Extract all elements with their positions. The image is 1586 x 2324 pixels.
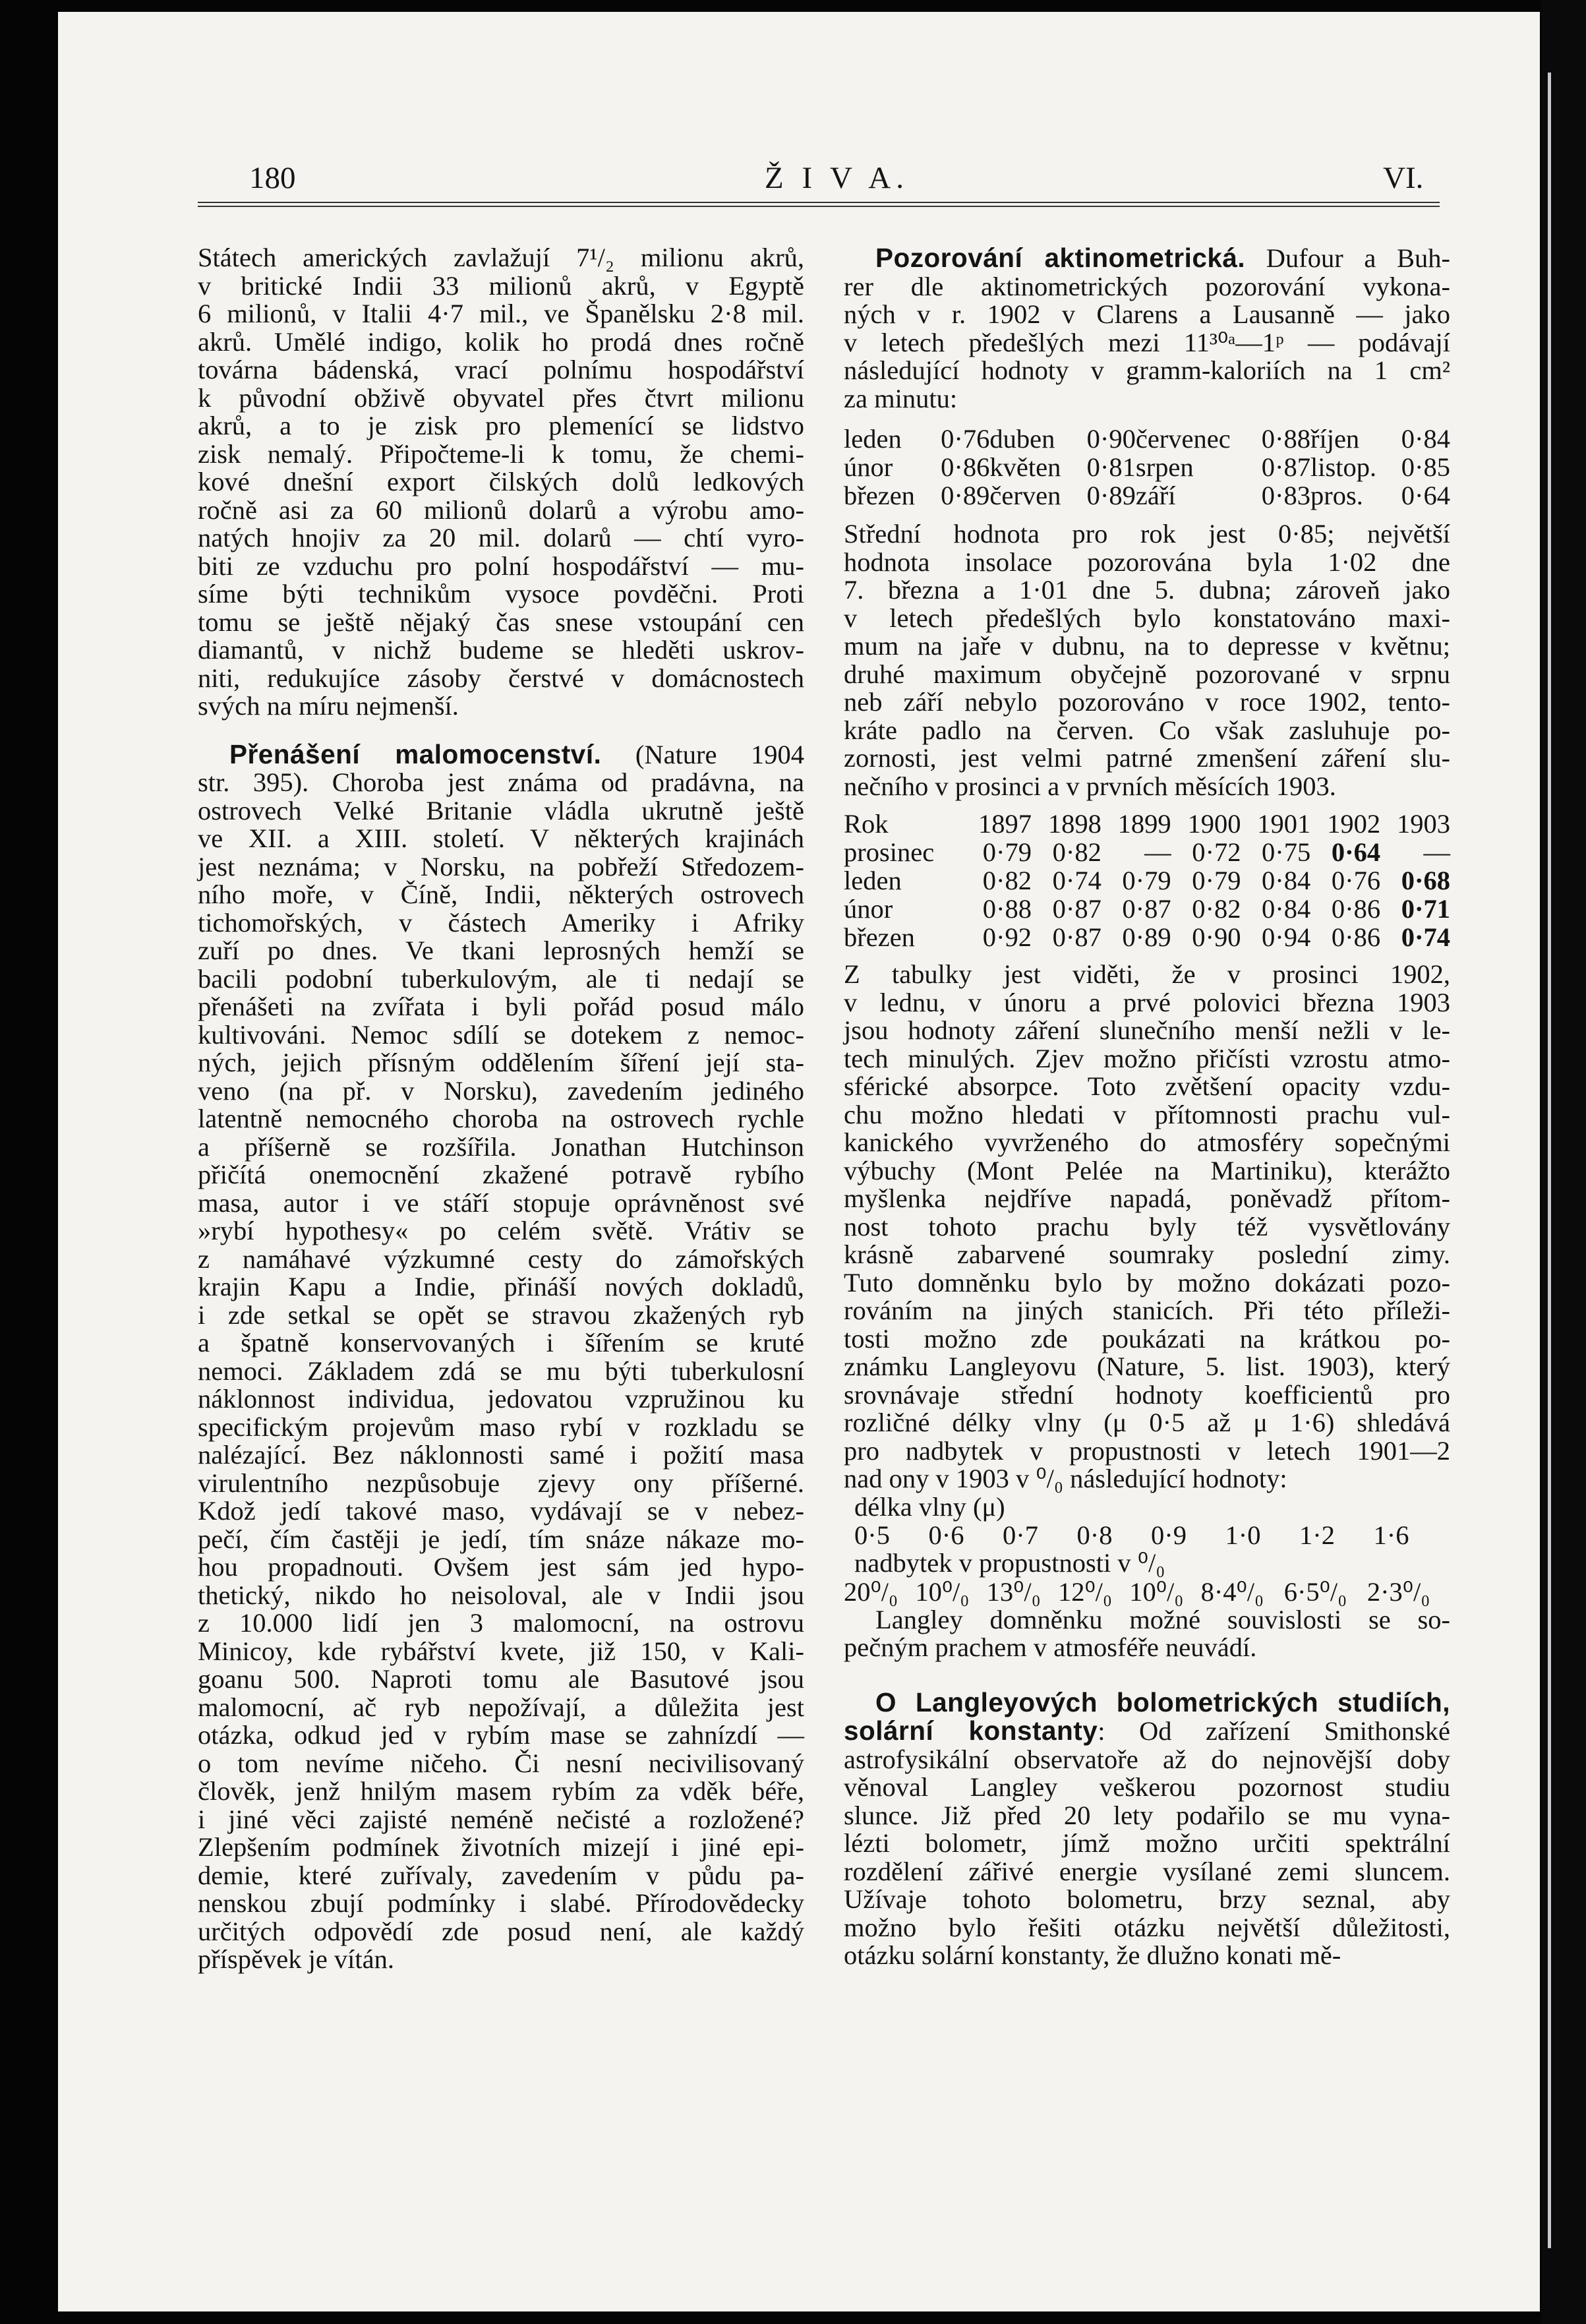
table-cell: prosinec [844, 837, 935, 867]
text-line: v lednu, v únoru a prvé polovici března 1903 [844, 987, 1450, 1017]
text-line: Z tabulky jest viděti, že v prosinci 1902, [844, 959, 1450, 989]
surplus-row [844, 1578, 1450, 1606]
paragraph [198, 244, 804, 721]
table-cell: 0·84 [1401, 424, 1450, 454]
page-number: 180 [249, 161, 296, 195]
section-first-words: (Nature 1904 [635, 739, 804, 769]
text-line: 6 milionů, v Italii 4·7 mil., ve Španělsku 2·8 mil. [198, 299, 804, 328]
right-column [844, 244, 1450, 1970]
text-line: i jiné věci zajisté neméně nečisté a rozložené? [198, 1804, 804, 1834]
table-row [844, 425, 1450, 453]
text-line: mum na jaře v dubnu, na to depresse v květnu; [844, 631, 1450, 661]
text-line: Langley domněnku možné souvislosti se so- [875, 1604, 1450, 1634]
table-cell: 0·76 [1331, 866, 1381, 895]
table-cell: 0·87 [1261, 452, 1310, 482]
table-cell: 20⁰/₀ [844, 1576, 898, 1607]
table-cell: pros. [1310, 481, 1363, 510]
text-line: malomocní, ač ryb nepožívají, a důležita jest [198, 1692, 804, 1722]
table-cell: 0·72 [1192, 837, 1241, 867]
text-line: tosti možno zde poukázati na krátkou po- [844, 1323, 1450, 1354]
text-line: srovnávaje střední hodnoty koefficientů pro [844, 1379, 1450, 1410]
table-cell: 0·86 [941, 452, 990, 482]
table-cell: srpen [1135, 452, 1194, 482]
text-line: z namáhavé výzkumné cesty do zámořských [198, 1243, 804, 1274]
table-cell: 1902 [1327, 809, 1381, 839]
text-line: hou propadnouti. Ovšem jest sám jed hypo- [198, 1552, 804, 1582]
table-cell: 0·81 [1086, 452, 1136, 482]
table-cell: září [1135, 481, 1176, 510]
text-line: Zlepšením podmínek životních mizejí i jiné epi- [198, 1832, 804, 1862]
text-line: otázka, odkud jed v rybím mase se zahnízdí — [198, 1720, 804, 1750]
table-cell: 8·4⁰/₀ [1200, 1576, 1264, 1607]
text-line: o tom nevíme ničeho. Či nesní necivilisovaný [198, 1748, 804, 1778]
table-row [844, 838, 1450, 866]
table-cell: — [1423, 837, 1450, 867]
table-cell: 1897 [978, 809, 1032, 839]
text-line: ných v r. 1902 v Clarens a Lausanně — jako [844, 299, 1450, 329]
table-cell: 1899 [1117, 809, 1171, 839]
text-line: masa, autor i ve stáří stopuje oprávněnost své [198, 1187, 804, 1218]
yearly-values-table [844, 810, 1450, 951]
table-cell: 0·74 [1401, 922, 1450, 952]
table-cell: říjen [1310, 424, 1360, 454]
table-cell: 1·6 [1373, 1520, 1409, 1550]
table-row [844, 810, 1450, 838]
spine-edge [1548, 73, 1551, 2248]
section-heading-line [844, 244, 1450, 273]
table-cell: 1903 [1397, 809, 1450, 839]
text-line: rováním na jiných stanicích. Při této příleži- [844, 1296, 1450, 1325]
table-cell: 0·8 [1076, 1520, 1113, 1550]
table-cell: 0·84 [1262, 894, 1311, 924]
table-cell: 0·79 [982, 837, 1032, 867]
text-line: jest neznáma; v Norsku, na pobřeží Středozem- [198, 851, 804, 881]
text-line: pro nadbytek v propustnosti v letech 1901—2 [844, 1435, 1450, 1466]
table-row [844, 481, 1450, 510]
text-line: přenášeti na zvířata i byli pořád posud málo [198, 992, 804, 1021]
table-cell: duben [989, 424, 1055, 454]
table-cell: 1898 [1047, 809, 1101, 839]
text-line: příspěvek je vítán. [198, 1944, 395, 1974]
text-line: v letech předešlých mezi 11³⁰ᵃ—1ᵖ — podávají [844, 327, 1450, 357]
paragraph [844, 961, 1450, 1493]
paragraph [844, 273, 1450, 413]
table-cell: 0·86 [1331, 922, 1381, 952]
section-title: Pozorování aktinometrická. [875, 243, 1246, 273]
text-line: přičítá onemocnění zkažené potravě rybího [198, 1160, 804, 1189]
text-line: a příšerně se rozšířila. Jonathan Hutchinson [198, 1131, 804, 1162]
table-cell: leden [844, 424, 902, 454]
table-cell: 0·74 [1052, 866, 1101, 895]
text-line: za minutu: [844, 383, 958, 413]
table-row [844, 895, 1450, 923]
text-line: specifickým projevům maso rybí v rozkladu se [198, 1412, 804, 1442]
text-line: v britické Indii 33 milionů akrů, v Egyptě [198, 270, 804, 301]
text-line: pečným prachem v atmosféře neuvádí. [844, 1632, 1257, 1662]
table-cell: 0·82 [1192, 894, 1241, 924]
table-cell: únor [844, 452, 893, 482]
text-line: Minicoy, kde rybářství kvete, již 150, v Kali- [198, 1636, 804, 1666]
text-line: nenskou zbují podmínky i slabé. Přírodovědecky [198, 1888, 804, 1918]
text-line: biti ze vzduchu pro polní hospodářství — mu- [198, 551, 804, 581]
monthly-values-table [844, 425, 1450, 510]
table-cell: 12⁰/₀ [1057, 1576, 1113, 1607]
text-line: pečí, čím častěji je jedí, tím snáze nákaze mo- [198, 1524, 804, 1554]
section-title: O Langleyových bolometrických studiích, [875, 1686, 1450, 1717]
table-cell: 6·5⁰/₀ [1283, 1576, 1347, 1607]
text-line: ve XII. a XIII. století. V některých krajinách [198, 823, 804, 853]
wave-length-row [854, 1521, 1448, 1549]
text-line: náklonnost individua, jedovatou vzpružinou ku [198, 1384, 804, 1414]
text-line: tech minulých. Zjev možno přičísti vzrostu atmo- [844, 1043, 1450, 1073]
table-cell: červen [989, 481, 1061, 510]
table-cell: 0·68 [1401, 866, 1450, 895]
text-line: ných, jejich přísným oddělením šíření její sta- [198, 1048, 804, 1077]
text-line: Užívaje tohoto bolometru, brzy seznal, aby [844, 1884, 1450, 1914]
table-cell: 0·89 [1122, 922, 1171, 952]
text-line: v letech předešlých bylo konstatováno maxi- [844, 603, 1450, 633]
text-line: chu možno hledati v přítomnosti prachu vul- [844, 1099, 1450, 1129]
table-cell: listop. [1310, 452, 1377, 482]
text-line: virulentního nezpůsobuje zjevy ony příšerné. [198, 1468, 804, 1498]
section-first-words: Dufour a Buh- [1266, 243, 1450, 273]
table-cell: 0·82 [982, 866, 1032, 895]
text-line: kráte padlo na červen. Co však zasluhuje po- [844, 715, 1450, 745]
table-cell: 0·64 [1401, 481, 1450, 510]
table-cell: 1900 [1187, 809, 1241, 839]
table-cell: 0·83 [1261, 481, 1310, 510]
wave-length-label: délka vlny (μ) [854, 1491, 1005, 1522]
table-cell: 0·7 [1003, 1520, 1038, 1550]
text-line: str. 395). Choroba jest známa od pradávna, na [198, 767, 804, 797]
section-title-cont: solární konstanty [844, 1715, 1098, 1746]
text-line: továrna bádenská, vrací polnímu hospodářství [198, 355, 804, 384]
text-line: ročně asi za 60 milionů dolarů a výrobu amo- [198, 494, 804, 525]
text-line: rozdělení zářivé energie vysílané zemi sluncem. [844, 1856, 1450, 1886]
text-line: Kdož jedí takové maso, vydávají se v nebez- [198, 1496, 804, 1526]
text-line: známku Langleyovu (Nature, 5. list. 1903), který [844, 1352, 1450, 1381]
text-line: »rybí hypothesy« po celém světě. Vrátiv se [198, 1216, 804, 1245]
text-line: a špatně konservovaných i šířením se kruté [198, 1328, 804, 1357]
table-cell: 1·2 [1299, 1520, 1335, 1550]
table-cell: 0·89 [1086, 481, 1136, 510]
text-line: neb září nebylo pozorováno v roce 1902, tento- [844, 687, 1450, 717]
text-line: lézti bolometr, jímž možno určiti spektrální [844, 1828, 1450, 1858]
table-cell: 10⁰/₀ [1129, 1576, 1184, 1607]
table-cell: 0·89 [941, 481, 990, 510]
header-rule [198, 202, 1440, 203]
text-line: možno bylo řešiti otázku největší důležitosti, [844, 1912, 1450, 1942]
text-line: krásně zabarvené soumraky poslední zimy. [844, 1239, 1450, 1269]
paragraph [844, 1746, 1450, 1970]
table-cell: 0·87 [1052, 894, 1101, 924]
text-line: ostrovech Velké Britanie vládla ukrutně ještě [198, 795, 804, 825]
table-cell: březen [844, 922, 915, 952]
table-cell: 0·82 [1052, 837, 1101, 867]
table-cell: 0·86 [1331, 894, 1381, 924]
table-cell: 0·84 [1262, 866, 1311, 895]
journal-title: Ž I V A. [765, 161, 909, 195]
text-line: otázku solární konstanty, že dlužno konati mě- [844, 1940, 1341, 1970]
text-line: kultivováni. Nemoc sdílí se dotekem z nemoc- [198, 1019, 804, 1050]
text-line: nost tohoto prachu byly též vysvětlovány [844, 1211, 1450, 1241]
text-line: tichomořských, v částech Ameriky i Afriky [198, 907, 804, 938]
text-line: nad ony v 1903 v ⁰/₀ následující hodnoty: [844, 1464, 1287, 1493]
text-line: zornosti, jest velmi patrné zmenšení záření slu- [844, 743, 1450, 773]
table-cell: 0·76 [941, 424, 990, 454]
table-cell: 0·88 [1261, 424, 1310, 454]
text-line: myšlenka nejdříve napadá, poněvadž přítom- [844, 1183, 1450, 1213]
text-line: síme býti technikům vysoce povděčni. Proti [198, 579, 804, 609]
text-line: goanu 500. Naproti tomu ale Basutové jsou [198, 1664, 804, 1694]
text-line: jsou hodnoty záření slunečního menší nežli v le- [844, 1015, 1450, 1045]
section-heading-line [844, 1717, 1450, 1746]
table-cell: 10⁰/₀ [915, 1576, 970, 1607]
header-rule [198, 206, 1440, 207]
table-cell: 0·90 [1086, 424, 1136, 454]
text-line: akrů, a to je zisk pro plemenící se lidstvo [198, 411, 804, 440]
text-line: výbuchy (Mont Pelée na Martiniku), kterážto [844, 1155, 1450, 1185]
paragraph [844, 1606, 1450, 1662]
table-cell: únor [844, 894, 893, 924]
table-cell: 0·94 [1262, 922, 1311, 952]
text-line: natých hnojiv za 20 mil. dolarů — chtí vyro- [198, 523, 804, 552]
text-line: krajin Kapu a Indie, přináší nových dokladů, [198, 1272, 804, 1301]
paragraph [198, 769, 804, 1974]
table-cell: 0·87 [1052, 922, 1101, 952]
table-cell: Rok [844, 809, 889, 839]
text-line: člověk, jenž hnilým masem rybím za vděk béře, [198, 1776, 804, 1806]
table-cell: 0·87 [1122, 894, 1171, 924]
table-cell: leden [844, 866, 902, 895]
table-cell: březen [844, 481, 915, 510]
text-line: i zde setkal se opět se stravou zkažených ryb [198, 1299, 804, 1330]
surplus-label: nadbytek v propustnosti v ⁰/₀ [854, 1548, 1165, 1578]
table-cell: 0·75 [1262, 837, 1311, 867]
table-cell: 0·88 [982, 894, 1032, 924]
table-row [844, 866, 1450, 895]
text-line: sférické absorpce. Toto zvětšení opacity vzdu- [844, 1071, 1450, 1101]
text-line: astrofysikální observatoře až do nejnovější doby [844, 1744, 1450, 1774]
text-line: z 10.000 lidí jen 3 malomocní, na ostrovu [198, 1608, 804, 1638]
table-cell: 0·64 [1331, 837, 1381, 867]
text-line: diamantů, v nichž budeme se hleděti uskrov- [198, 635, 804, 665]
text-line: rer dle aktinometrických pozorování vykona- [844, 271, 1450, 301]
text-line: ního moře, v Číně, Indii, některých ostrovech [198, 879, 804, 909]
table-cell: — [1144, 837, 1171, 867]
table-row [844, 1578, 1450, 1606]
text-line: určitých odpovědí zde posud není, ale každý [198, 1916, 804, 1946]
volume-number: VI. [1383, 161, 1424, 195]
table-cell: květen [989, 452, 1061, 482]
section-title: Přenášení malomocenství. [229, 738, 602, 769]
text-line: kanického vyvrženého do atmosféry sopečnými [844, 1127, 1450, 1157]
text-line: demie, které zuřívaly, zavedením v půdu pa- [198, 1860, 804, 1890]
text-line: Státech amerických zavlažují 7¹/₂ milionu akrů, [198, 243, 804, 272]
text-line: niti, redukujíce zásoby čerstvé v domácnostech [198, 663, 804, 693]
table-cell: 1·0 [1225, 1520, 1261, 1550]
table-cell: 0·79 [1192, 866, 1241, 895]
table-row [854, 1521, 1448, 1549]
text-line: nalézající. Bez náklonnosti samé i požití masa [198, 1440, 804, 1470]
table-cell: 2·3⁰/₀ [1366, 1576, 1430, 1607]
table-cell: 1901 [1257, 809, 1311, 839]
table-cell: 13⁰/₀ [986, 1576, 1041, 1607]
text-line: hodnota insolace pozorována byla 1·02 dne [844, 547, 1450, 577]
table-row [844, 453, 1450, 481]
text-line: rozličné délky vlny (μ 0·5 až μ 1·6) shledává [844, 1408, 1450, 1437]
text-line: Tuto domněnku bylo by možno dokázati pozo- [844, 1267, 1450, 1297]
table-cell: 0·92 [982, 922, 1032, 952]
table-cell: 0·6 [928, 1520, 964, 1550]
table-cell: 0·5 [854, 1520, 890, 1550]
table-cell: 0·85 [1401, 452, 1450, 482]
text-line: 7. března a 1·01 dne 5. dubna; zároveň jako [844, 575, 1450, 605]
table-cell: 0·71 [1401, 894, 1450, 924]
text-line: zisk nemalý. Připočteme-li k tomu, že chemi- [198, 438, 804, 469]
text-line: veno (na př. v Norsku), zavedením jediného [198, 1075, 804, 1106]
table-cell: 0·90 [1192, 922, 1241, 952]
text-line: nečního v prosinci a v prvních měsících 1903. [844, 771, 1336, 801]
section-first-words: : Od zařízení Smithonské [1098, 1716, 1450, 1746]
paragraph [844, 520, 1450, 800]
text-line: k původní obživě obyvatel přes čtvrt milionu [198, 382, 804, 413]
text-line: tomu se ještě nějaký čas snese vstoupání cen [198, 607, 804, 637]
text-line: akrů. Umělé indigo, kolik ho prodá dnes ročně [198, 326, 804, 357]
text-line: druhé maximum obyčejně pozorované v srpnu [844, 659, 1450, 689]
text-line: thetický, nikdo ho neisoloval, ale v Indii jsou [198, 1580, 804, 1610]
text-line: latentně nemocného choroba na ostrovech rychle [198, 1104, 804, 1133]
section-heading-line [198, 740, 804, 769]
text-line: bacili podobní tuberkulovým, ale ti nedají se [198, 963, 804, 994]
text-line: zuří po dnes. Ve tkani leprosných hemží se [198, 936, 804, 965]
table-cell: 0·9 [1151, 1520, 1187, 1550]
text-line: následující hodnoty v gramm-kaloriích na 1 cm² [844, 355, 1450, 385]
table-cell: červenec [1135, 424, 1231, 454]
text-line: svých na míru nejmenší. [198, 691, 459, 721]
text-line: nemoci. Základem zdá se mu býti tuberkulosní [198, 1356, 804, 1386]
left-column [198, 244, 804, 1974]
text-line: kové dnešní export čilských dolů ledkových [198, 467, 804, 496]
section-heading-line [844, 1688, 1450, 1717]
text-line: věnoval Langley veškerou pozornost studiu [844, 1772, 1450, 1802]
table-cell: 0·79 [1122, 866, 1171, 895]
table-row [844, 923, 1450, 951]
text-line: Střední hodnota pro rok jest 0·85; největší [844, 519, 1450, 549]
text-line: slunce. Již před 20 lety podařilo se mu vyna- [844, 1800, 1450, 1830]
